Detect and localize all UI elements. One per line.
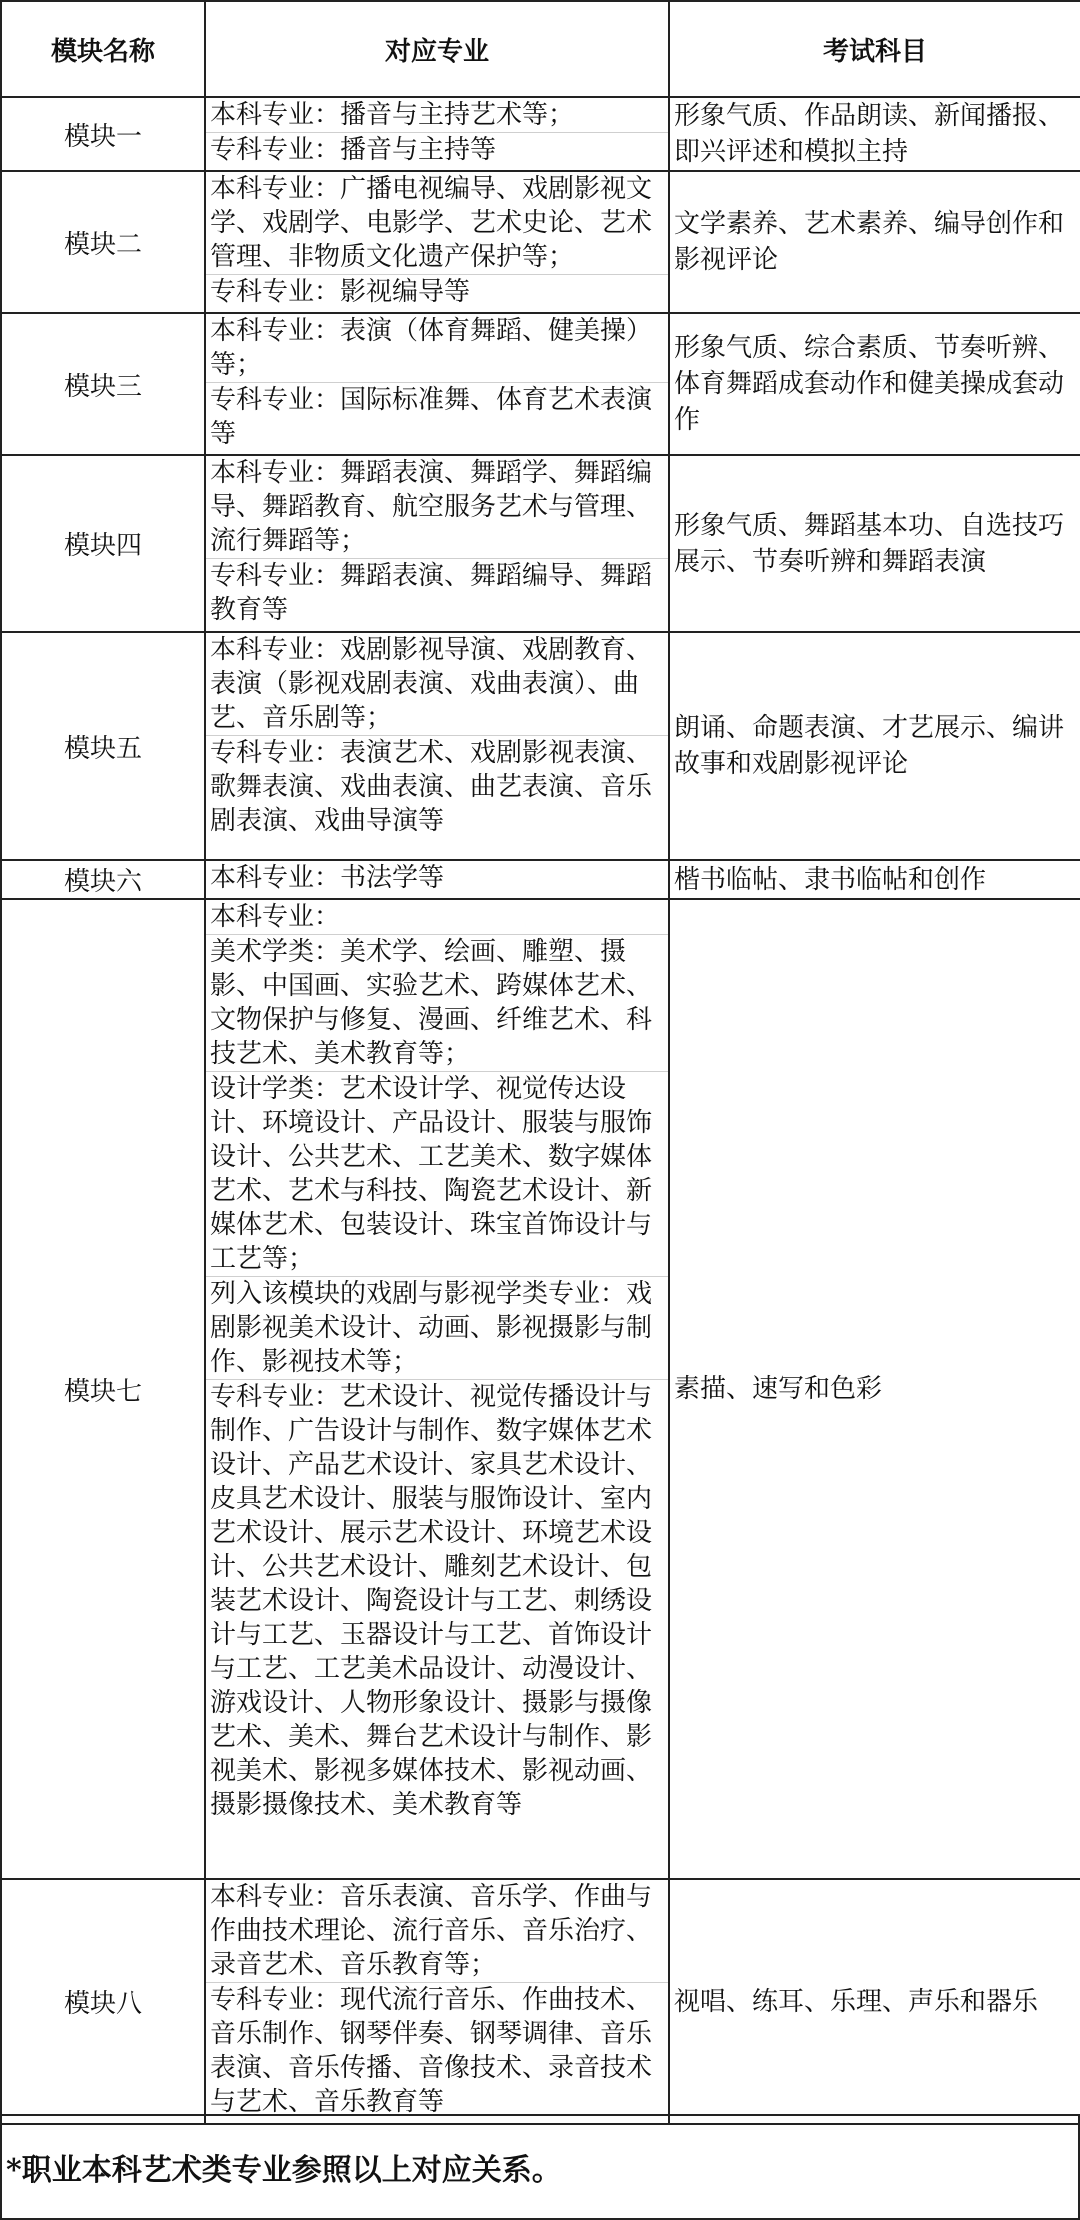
module-name: 模块二: [1, 171, 205, 313]
module-name: 模块三: [1, 313, 205, 455]
exam-subjects: 朗诵、命题表演、才艺展示、编讲故事和戏剧影视评论: [669, 632, 1080, 860]
majors-segment: 本科专业：音乐表演、音乐学、作曲与作曲技术理论、流行音乐、音乐治疗、录音艺术、音乐教育等；: [206, 1880, 668, 1983]
majors-segment: 专科专业：舞蹈表演、舞蹈编导、舞蹈教育等: [210, 561, 653, 625]
majors-cell: [205, 313, 669, 455]
table-row: [1, 1879, 1080, 2124]
table-row: [1, 899, 1080, 1879]
header-majors: 对应专业: [205, 1, 669, 97]
majors-cell: [205, 860, 669, 899]
exam-subjects: 视唱、练耳、乐理、声乐和器乐: [669, 1879, 1080, 2124]
module-name: 模块七: [1, 899, 205, 1879]
footnote: *职业本科艺术类专业参照以上对应关系。: [6, 2153, 562, 2188]
exam-subjects: 楷书临帖、隶书临帖和创作: [669, 860, 1080, 899]
majors-cell: [205, 1879, 669, 2124]
table-row: [1, 455, 1080, 632]
majors-segment: 专科专业：现代流行音乐、作曲技术、音乐制作、钢琴伴奏、钢琴调律、音乐表演、音乐传播、音像技术、录音技术与艺术、音乐教育等: [210, 1985, 653, 2117]
majors-segment: 专科专业：国际标准舞、体育艺术表演等: [210, 385, 653, 449]
module-name: 模块四: [1, 455, 205, 632]
majors-cell: [205, 171, 669, 313]
table-header-row: [1, 1, 1080, 97]
majors-segment: 本科专业：播音与主持艺术等；: [206, 98, 668, 133]
majors-segment: 本科专业：戏剧影视导演、戏剧教育、表演（影视戏剧表演、戏曲表演）、曲艺、音乐剧等；: [206, 633, 668, 736]
footnote-box: [0, 2114, 1080, 2220]
majors-segment: 专科专业：影视编导等: [210, 277, 471, 307]
majors-segment: 专科专业：表演艺术、戏剧影视表演、歌舞表演、戏曲表演、曲艺表演、音乐剧表演、戏曲导演等: [210, 738, 653, 836]
table-row: [1, 860, 1080, 899]
majors-segment: 本科专业：表演（体育舞蹈、健美操）等；: [206, 314, 668, 383]
majors-segment: 专科专业：艺术设计、视觉传播设计与制作、广告设计与制作、数字媒体艺术设计、产品艺术设计、家具艺术设计、皮具艺术设计、服装与服饰设计、室内艺术设计、展示艺术设计、环境艺术设计、公共艺术设计、雕刻艺术设计、包装艺术设计、陶瓷设计与工艺、刺绣设计与工艺、玉器设计与工艺、首饰设计与工艺、工艺美术品设计、动漫设计、游戏设计、人物形象设计、摄影与摄像艺术、美术、舞台艺术设计与制作、影视美术、影视多媒体技术、影视动画、摄影摄像技术、美术教育等: [210, 1382, 653, 1820]
table-row: [1, 632, 1080, 860]
majors-cell: [205, 455, 669, 632]
majors-segment: 列入该模块的戏剧与影视学类专业：戏剧影视美术设计、动画、影视摄影与制作、影视技术等；: [206, 1277, 668, 1380]
exam-subjects: 素描、速写和色彩: [669, 899, 1080, 1879]
exam-subjects: 形象气质、舞蹈基本功、自选技巧展示、节奏听辨和舞蹈表演: [669, 455, 1080, 632]
module-name: 模块八: [1, 1879, 205, 2124]
majors-segment: 本科专业：广播电视编导、戏剧影视文学、戏剧学、电影学、艺术史论、艺术管理、非物质文化遗产保护等；: [206, 172, 668, 275]
module-name: 模块五: [1, 632, 205, 860]
table-row: [1, 97, 1080, 171]
majors-cell: [205, 899, 669, 1879]
module-name: 模块一: [1, 97, 205, 171]
majors-segment: 本科专业：书法学等: [210, 863, 445, 893]
majors-segment: 设计学类：艺术设计学、视觉传达设计、环境设计、产品设计、服装与服饰设计、公共艺术、工艺美术、数字媒体艺术、艺术与科技、陶瓷艺术设计、新媒体艺术、包装设计、珠宝首饰设计与工艺等；: [206, 1072, 668, 1277]
module-name: 模块六: [1, 860, 205, 899]
table-row: [1, 313, 1080, 455]
majors-segment: 本科专业：: [206, 900, 668, 935]
majors-cell: [205, 97, 669, 171]
header-subjects: 考试科目: [669, 1, 1080, 97]
exam-subjects: 形象气质、作品朗读、新闻播报、即兴评述和模拟主持: [669, 97, 1080, 171]
majors-segment: 美术学类：美术学、绘画、雕塑、摄影、中国画、实验艺术、跨媒体艺术、文物保护与修复、漫画、纤维艺术、科技艺术、美术教育等；: [206, 935, 668, 1072]
header-module: 模块名称: [1, 1, 205, 97]
majors-segment: 本科专业：舞蹈表演、舞蹈学、舞蹈编导、舞蹈教育、航空服务艺术与管理、流行舞蹈等；: [206, 456, 668, 559]
majors-cell: [205, 632, 669, 860]
exam-subjects: 文学素养、艺术素养、编导创作和影视评论: [669, 171, 1080, 313]
majors-segment: 专科专业：播音与主持等: [210, 135, 497, 165]
table-row: [1, 171, 1080, 313]
exam-subjects: 形象气质、综合素质、节奏听辨、体育舞蹈成套动作和健美操成套动作: [669, 313, 1080, 455]
